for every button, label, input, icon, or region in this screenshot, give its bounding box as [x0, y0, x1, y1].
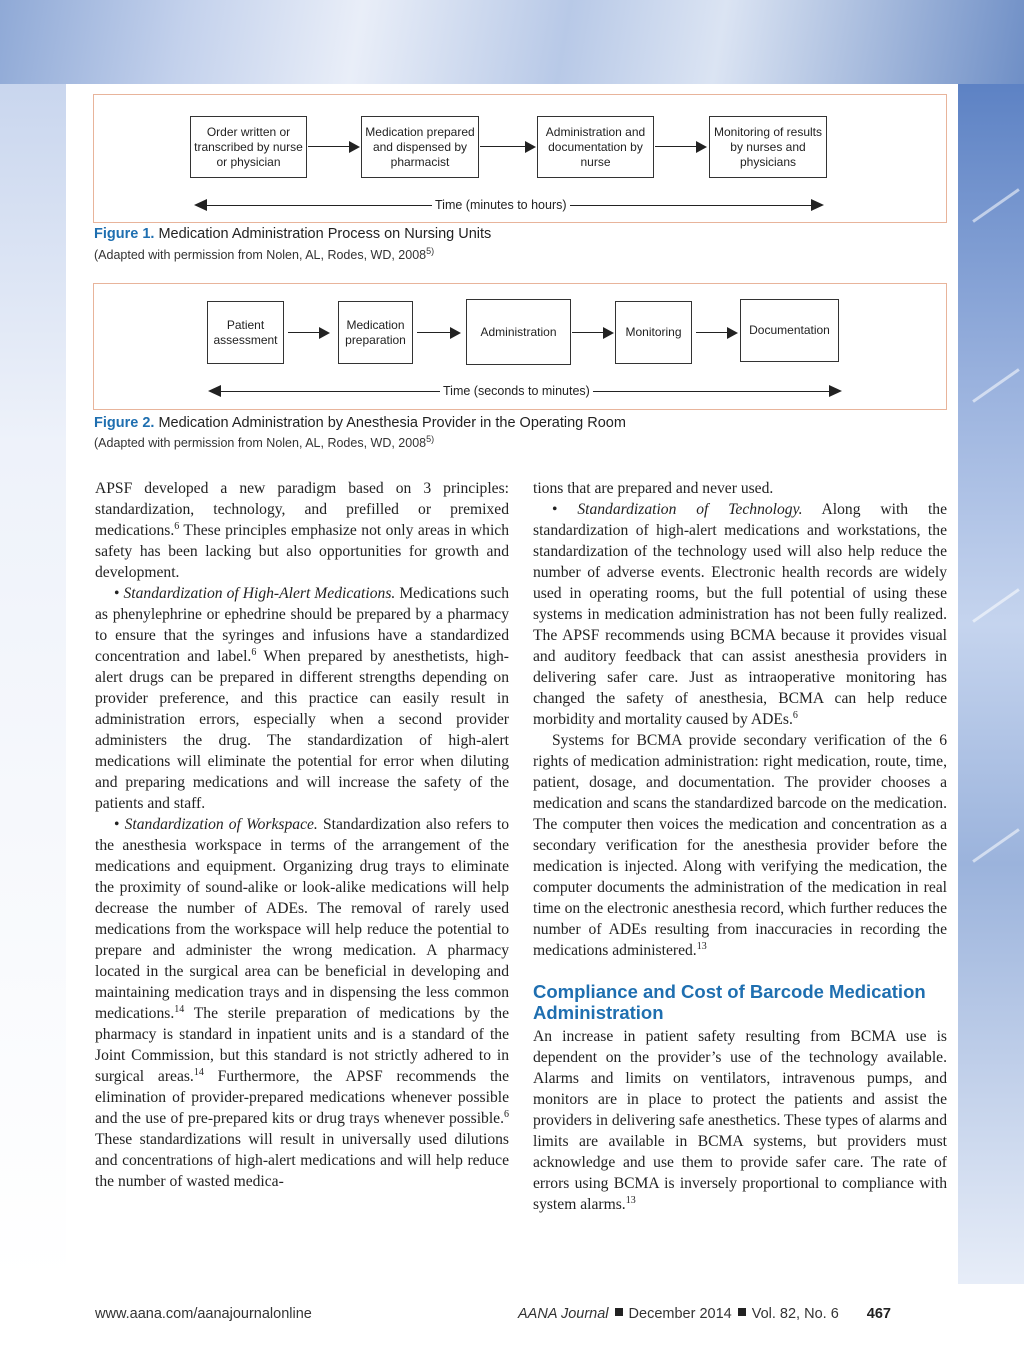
paragraph-continued: tions that are prepared and never used. — [533, 480, 774, 497]
paragraph: APSF developed a new paradigm based on 3 principles: standardization, technology, and prefilled or premixed medications.$^6$ These principles emphasize not only areas in which safety has been lacking but also opportunities for growth and development. — [95, 480, 509, 581]
fig1-arrow-1 — [308, 146, 358, 147]
timeline-right-arrowhead — [811, 199, 824, 211]
bullet-heading: Standardization of Technology. — [577, 501, 803, 518]
fig2-arrow-3 — [572, 332, 612, 333]
journal-page — [66, 84, 958, 1274]
figure-1-title: Medication Administration Process on Nursing Units — [154, 226, 492, 242]
fig2-node-documentation: Documentation — [740, 299, 839, 362]
fig2-node-patient-assessment: Patient assessment — [207, 301, 284, 364]
footer-citation — [518, 1306, 891, 1322]
fig1-node-preparation: Medication prepared and dispensed by pharmacist — [361, 116, 479, 178]
text-column-left — [95, 478, 509, 1192]
figure-1-caption — [94, 226, 491, 242]
decorative-left-margin — [0, 84, 66, 1284]
figure-2-credit: (Adapted with permission from Nolen, AL, Rodes, WD, 2008$^{5)}$ — [94, 434, 435, 451]
figure-2-box — [93, 283, 947, 410]
figure-2-title: Medication Administration by Anesthesia Provider in the Operating Room — [154, 415, 626, 431]
decorative-header-band — [0, 0, 1024, 84]
decorative-right-margin — [958, 84, 1024, 1284]
footer-url: www.aana.com/aanajournalonline — [95, 1306, 312, 1322]
footer-journal: AANA Journal — [518, 1306, 609, 1322]
fig1-arrow-3 — [655, 146, 705, 147]
fig2-node-medication-preparation: Medication preparation — [338, 301, 413, 364]
figure-1-credit: (Adapted with permission from Nolen, AL, Rodes, WD, 2008$^{5)}$ — [94, 246, 435, 263]
fig2-timeline-label: Time (seconds to minutes) — [440, 384, 593, 398]
figure-2-caption — [94, 415, 626, 431]
section-heading: Compliance and Cost of Barcode Medication Administration — [533, 981, 926, 1023]
bullet-paragraph-technology: • Standardization of Technology. Along with the standardization of high-alert medications and workstations, the standardization of the technology used will also help reduce the number of adverse events. Electronic health records are widely used in operating rooms, but the full potential of using these systems in medication administration has not been fully realized. The APSF recommends using BCMA because it provides visual and auditory feedback that can assist anesthesia providers in delivering safer care. Just as intraoperative monitoring has changed the safety of anesthesia, BCMA can help reduce morbidity and mortality caused by ADEs.$^6$ — [533, 501, 947, 728]
fig2-timeline — [208, 384, 842, 398]
page-number: 467 — [866, 1306, 891, 1322]
fig1-node-monitoring: Monitoring of results by nurses and physicians — [709, 116, 827, 178]
fig1-arrow-2 — [480, 146, 534, 147]
fig2-arrow-2 — [417, 332, 459, 333]
fig1-timeline — [194, 198, 824, 212]
paragraph: Systems for BCMA provide secondary verification of the 6 rights of medication administration: right medication, route, time, patient, dosage, and documentation. The provider chooses a medication and scans the standardized barcode on the medication. The computer then voices the medication and concentration as a secondary verification for the anesthesia provider before the medication is injected. Along with verifying the medication, the computer documents the administration of the medication in real time on the electronic anesthesia record, which further reduces the number of ADEs resulting from inaccuracies in recording the medications administered.$^{13}$ — [533, 732, 947, 959]
fig2-arrow-1 — [288, 332, 328, 333]
fig1-timeline-label: Time (minutes to hours) — [432, 198, 570, 212]
bullet-paragraph-high-alert: • Standardization of High-Alert Medications. Medications such as phenylephrine or ephedrine should be prepared by a pharmacy to ensure that the syringes and infusions have a standardized concentration and label.$^6$ When prepared by anesthetists, high-alert drugs can be prepared in different strengths depending on provider preference, and this practice can easily result in administration errors, especially when a second provider administers the drug. The standardization of high-alert medications will eliminate the potential for error when diluting and preparing medications and will increase the safety of the patients and staff. — [95, 585, 510, 812]
timeline-right-arrowhead — [829, 385, 842, 397]
fig2-arrow-4 — [696, 332, 736, 333]
figure-1-number: Figure 1. — [94, 226, 155, 242]
footer-volume: Vol. 82, No. 6 — [751, 1306, 839, 1322]
fig2-node-monitoring: Monitoring — [615, 301, 692, 364]
fig1-node-order: Order written or transcribed by nurse or physician — [190, 116, 307, 178]
bullet-heading: Standardization of Workspace. — [124, 816, 318, 833]
bullet-heading: Standardization of High-Alert Medications. — [123, 585, 396, 602]
footer-date: December 2014 — [628, 1306, 732, 1322]
paragraph: An increase in patient safety resulting from BCMA use is dependent on the provider’s use of the technology available. Alarms and limits on ventilators, intravenous pumps, and monitors are in place to protect the patients and assist the providers in delivering safe anesthetics. These types of alarms and limits are available in BCMA systems, but providers must acknowledge and use them to provide safer care. The rate of errors using BCMA is inversely proportional to compliance with system alarms.$^{13}$ — [533, 1028, 947, 1213]
figure-1-box — [93, 94, 947, 223]
fig2-node-administration: Administration — [466, 299, 571, 365]
fig1-node-administration: Administration and documentation by nurse — [537, 116, 654, 178]
bullet-paragraph-workspace: • Standardization of Workspace. Standardization also refers to the anesthesia workspace in terms of the arrangement of the medications and equipment. Organizing drug trays to eliminate the proximity of sound-alike or look-alike medications will help decrease the number of ADEs. The removal of rarely used medications from the workspace will help reduce the potential to prepare and administer the wrong medication. A pharmacy located in the surgical area can be beneficial in developing and maintaining medication trays and in dispensing the less common medications.$^{14}$ The sterile preparation of medications by the pharmacy is standard in inpatient units and is a standard of the Joint Commission, but this standard is not strictly adhered to in surgical areas.$^{14}$ Furthermore, the APSF recommends the elimination of provider-prepared medications whenever possible and the use of pre-prepared kits or drug trays whenever possible.$^6$ These standardizations will result in universally used dilutions and concentrations of high-alert medications and will help reduce the number of wasted medica- — [95, 816, 510, 1190]
figure-2-number: Figure 2. — [94, 415, 155, 431]
text-column-right — [533, 478, 947, 1215]
